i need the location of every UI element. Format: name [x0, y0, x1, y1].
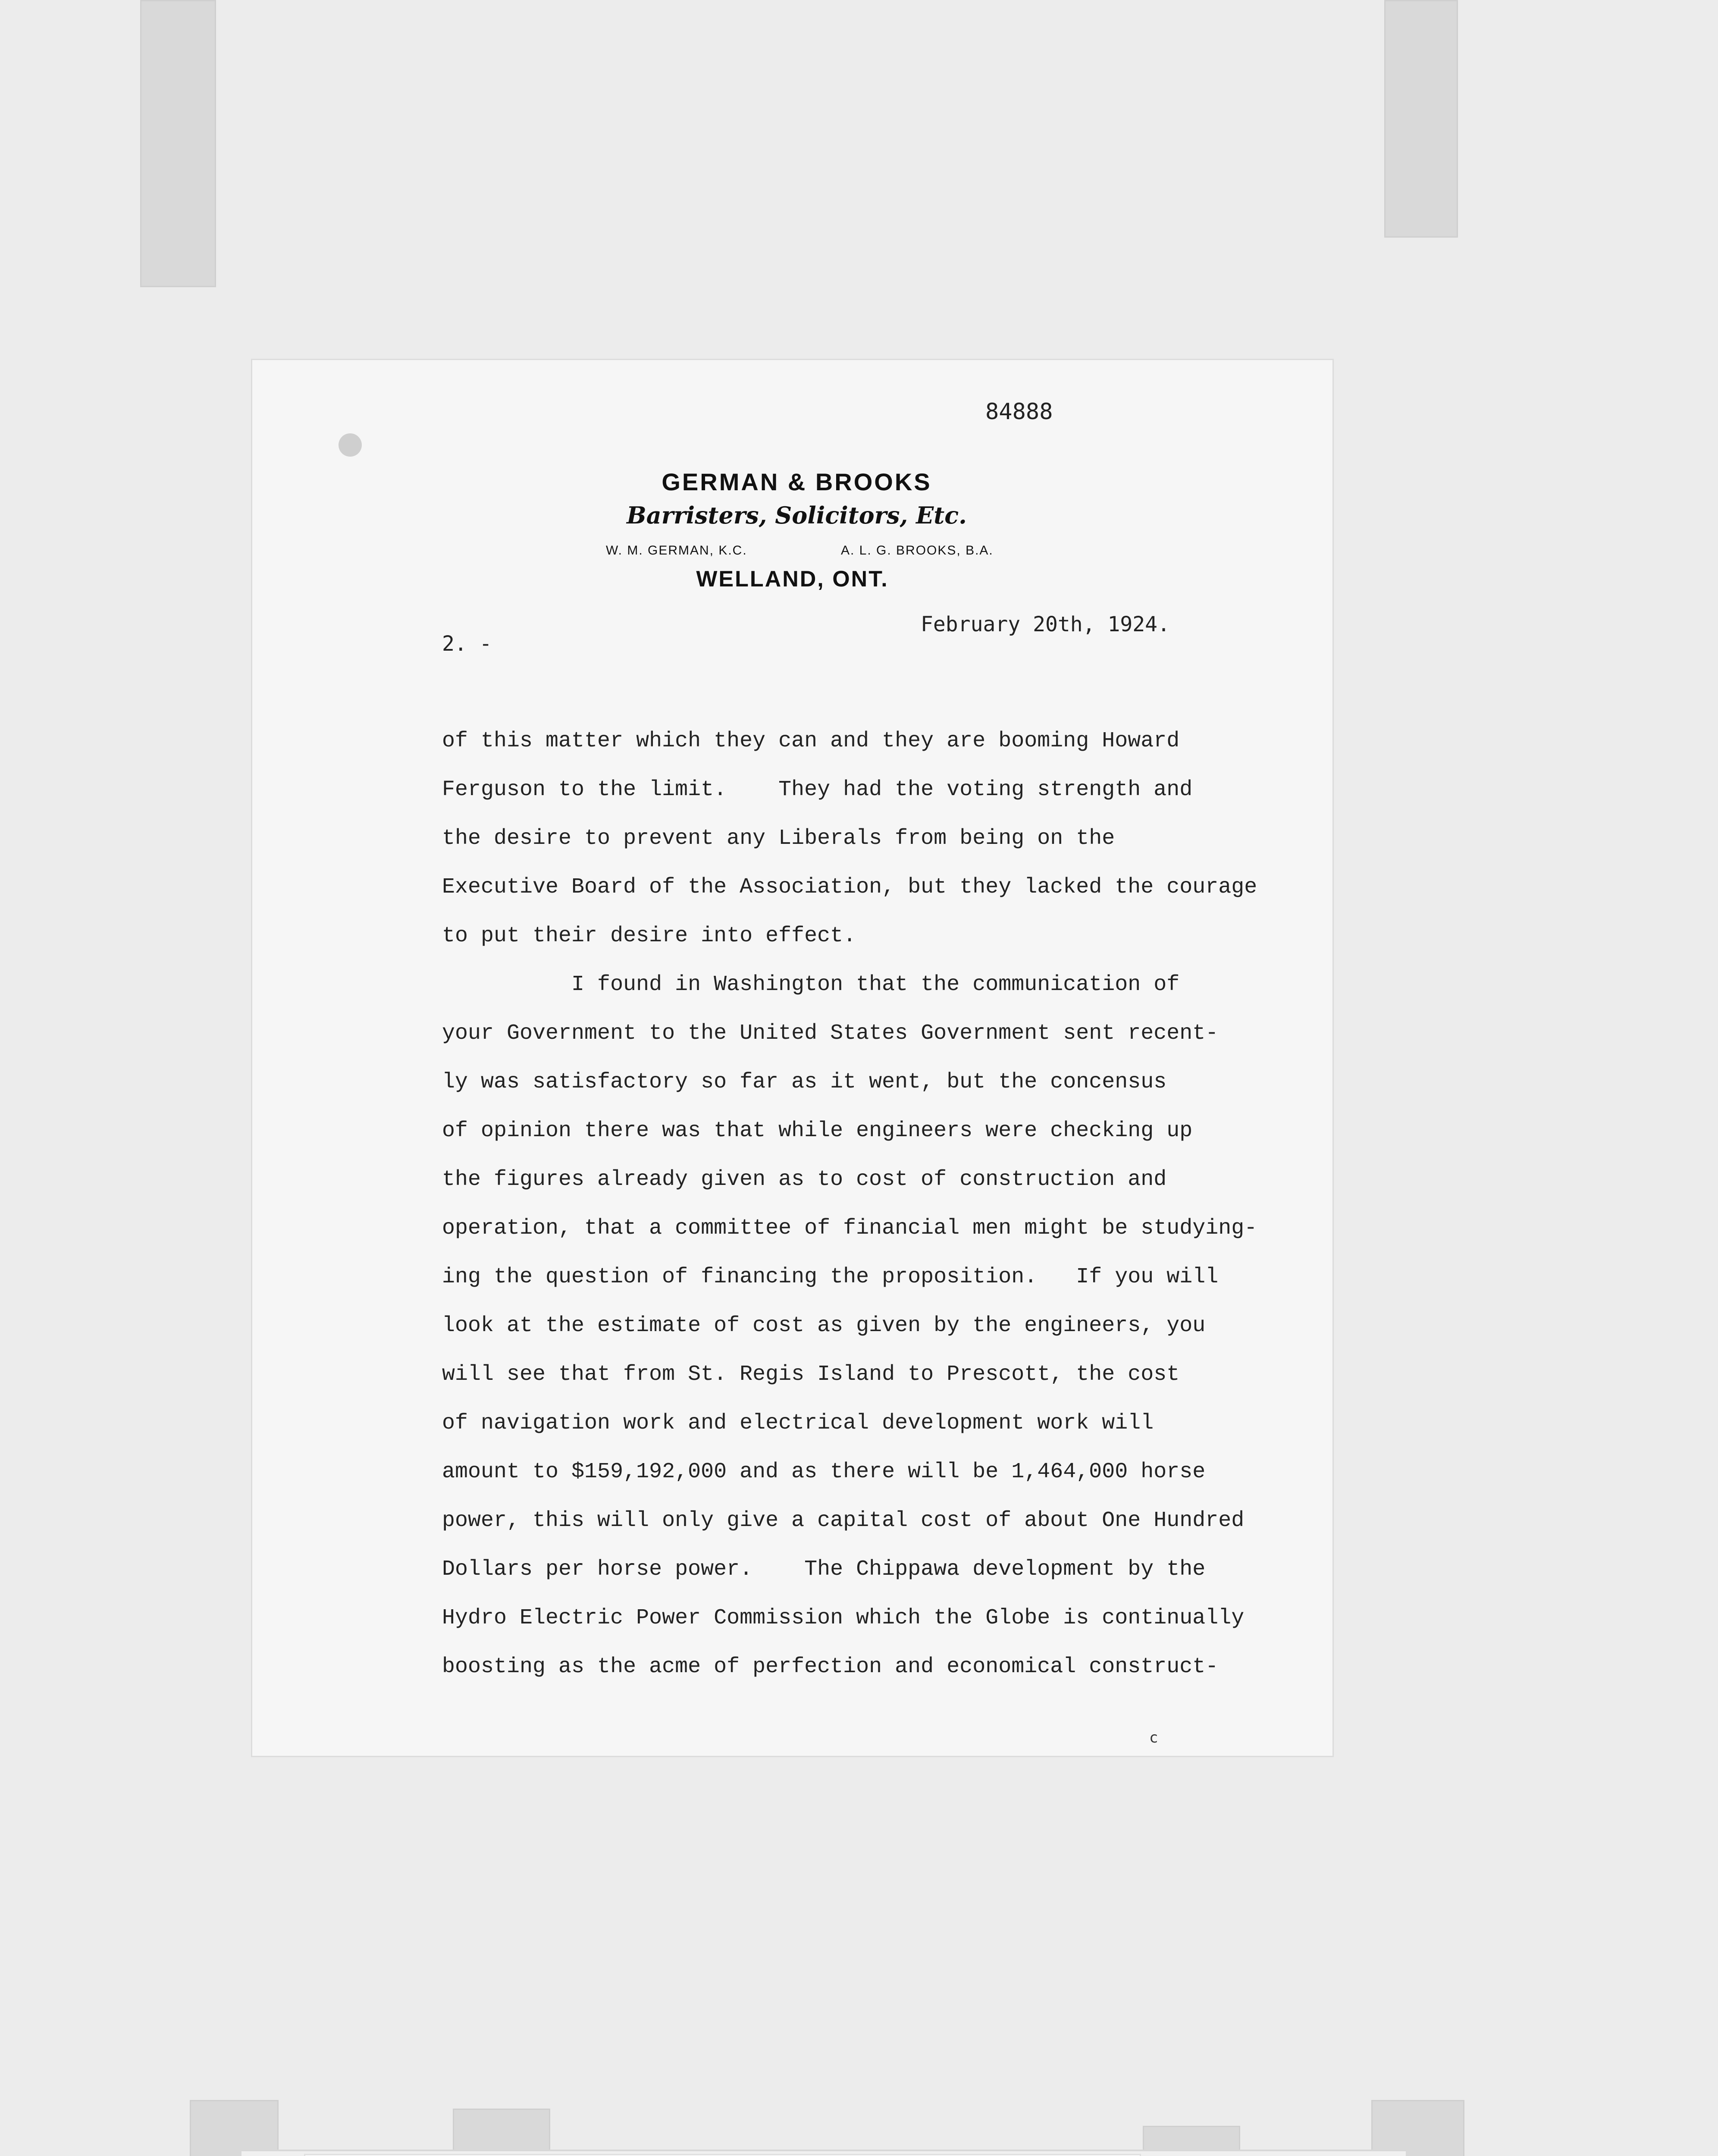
body-line: I found in Washington that the communication of [442, 972, 1180, 997]
tape-bottom-left [190, 2100, 279, 2156]
letterhead-subtitle: Barristers, Solicitors, Etc. [627, 501, 967, 529]
letter-page [252, 360, 1332, 1756]
body-line: look at the estimate of cost as given by the engineers, you [442, 1313, 1206, 1338]
body-line: the figures already given as to cost of construction and [442, 1167, 1167, 1192]
letterhead-firm-name: GERMAN & BROOKS [661, 468, 932, 495]
punch-hole [339, 433, 362, 457]
bottom-mark: c [1149, 1729, 1158, 1746]
tape-bottom-center [453, 2109, 550, 2156]
letterhead-city: WELLAND, ONT. [696, 567, 889, 592]
body-line: your Government to the United States Government sent recent- [442, 1021, 1219, 1046]
body-line: Ferguson to the limit. They had the voting strength and [442, 777, 1193, 802]
document-number: 84888 [985, 399, 1053, 425]
body-line: to put their desire into effect. [442, 924, 856, 948]
body-line: amount to $159,192,000 and as there will be 1,464,000 horse [442, 1460, 1206, 1484]
body-line: of navigation work and electrical development work will [442, 1411, 1154, 1435]
body-line: Hydro Electric Power Commission which the Globe is continually [442, 1606, 1245, 1630]
letterhead-partner-right: A. L. G. BROOKS, B.A. [841, 543, 994, 558]
body-line: of this matter which they can and they are booming Howard [442, 729, 1180, 753]
body-line: the desire to prevent any Liberals from being on the [442, 826, 1115, 851]
body-line: boosting as the acme of perfection and economical construct- [442, 1655, 1219, 1679]
tape-bottom-far-right [1371, 2100, 1464, 2156]
body-line: ing the question of financing the proposition. If you will [442, 1265, 1219, 1289]
letterhead-partner-left: W. M. GERMAN, K.C. [606, 543, 747, 558]
body-line: of opinion there was that while engineers were checking up [442, 1119, 1193, 1143]
body-line: Dollars per horse power. The Chippawa development by the [442, 1557, 1206, 1582]
body-line: operation, that a committee of financial men might be studying- [442, 1216, 1257, 1241]
page-marker: 2. - [442, 632, 492, 656]
body-line: will see that from St. Regis Island to Prescott, the cost [442, 1362, 1180, 1387]
tape-top-left [140, 0, 216, 287]
letter-date: February 20th, 1924. [921, 612, 1170, 636]
body-line: power, this will only give a capital cost of about One Hundred [442, 1508, 1245, 1533]
tape-top-right [1384, 0, 1458, 238]
collection-strip [304, 2154, 1141, 2156]
body-line: ly was satisfactory so far as it went, but the concensus [442, 1070, 1167, 1094]
body-line: Executive Board of the Association, but they lacked the courage [442, 875, 1257, 899]
